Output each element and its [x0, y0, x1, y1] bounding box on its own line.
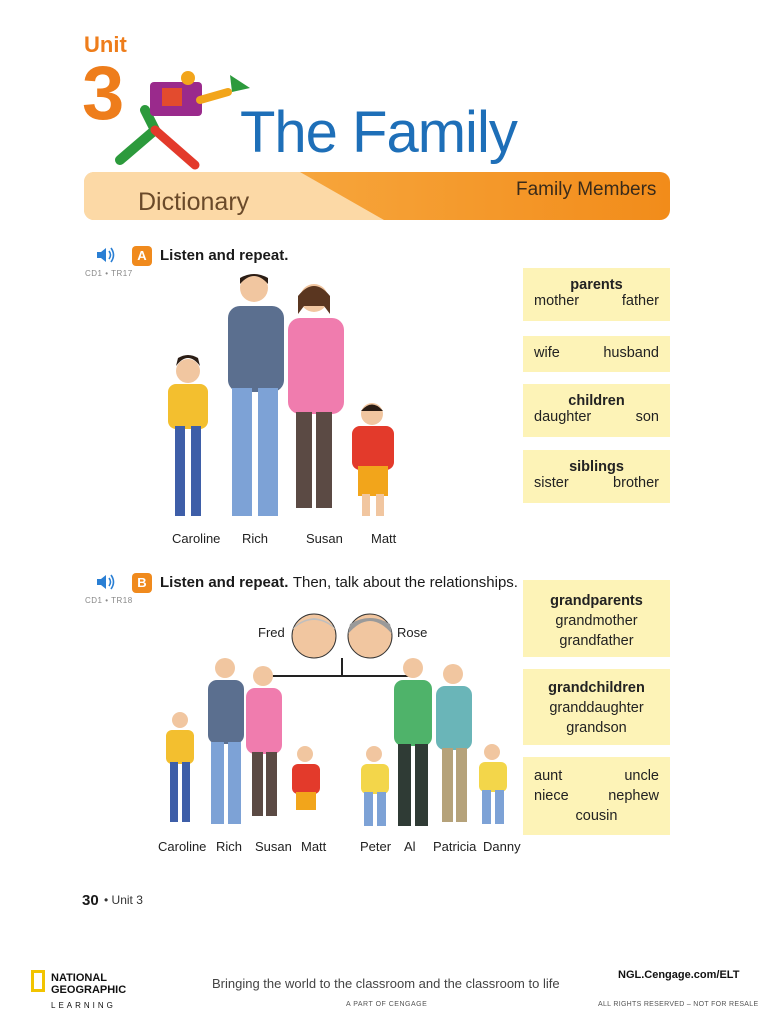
- footer-url[interactable]: NGL.Cengage.com/ELT: [618, 969, 740, 981]
- vocab-word: grandmother: [555, 613, 638, 629]
- vocab-box-relatives: [523, 757, 670, 835]
- activity-b-instruction-bold: Listen and repeat.: [160, 574, 289, 591]
- footer-tagline: Bringing the world to the classroom and the classroom to life: [212, 976, 560, 991]
- vocab-word: wife: [534, 345, 560, 361]
- footer-rights: ALL RIGHTS RESERVED – NOT FOR RESALE: [598, 1001, 759, 1008]
- page-unit-label: • Unit 3: [104, 893, 143, 907]
- vocab-box-spouses: [523, 336, 670, 372]
- vocab-word: father: [621, 293, 659, 309]
- publisher-logo-text: [51, 972, 126, 996]
- footer-part-of: A PART OF CENGAGE: [346, 1001, 428, 1008]
- national-geographic-logo-icon: [31, 970, 45, 992]
- vocab-word: nephew: [608, 788, 659, 804]
- running-figure-illustration: [100, 70, 260, 185]
- vocab-box-grandchildren: [523, 669, 670, 745]
- activity-a-badge: A: [132, 246, 152, 266]
- name-label: Danny: [483, 839, 521, 854]
- grandparent-name: Rose: [397, 625, 428, 640]
- banner-topic-label: Family Members: [516, 179, 657, 200]
- page-title: The Family: [240, 100, 517, 165]
- vocab-word: niece: [534, 788, 569, 804]
- vocab-word: grandson: [566, 720, 627, 736]
- vocab-heading: parents: [570, 277, 623, 293]
- name-label: Caroline: [158, 839, 207, 854]
- vocab-word: son: [635, 409, 659, 425]
- grandparent-name: Fred: [258, 625, 285, 640]
- name-label: Matt: [371, 531, 397, 546]
- logo-learning: LEARNING: [51, 1001, 116, 1010]
- vocab-box-children: [523, 384, 670, 437]
- vocab-word: cousin: [575, 808, 618, 824]
- activity-b-badge: B: [132, 573, 152, 593]
- family-illustration-a: [158, 266, 408, 532]
- vocab-heading: grandchildren: [548, 680, 645, 696]
- vocab-word: husband: [603, 345, 659, 361]
- activity-b-instruction: [160, 574, 518, 592]
- activity-b-track: CD1 • TR18: [85, 596, 133, 605]
- vocab-word: daughter: [534, 409, 592, 425]
- logo-line: NATIONAL: [51, 972, 108, 984]
- vocab-heading: children: [568, 393, 625, 409]
- family-tree-illustration: [150, 608, 530, 840]
- vocab-word: sister: [534, 475, 569, 491]
- vocab-word: aunt: [534, 768, 563, 784]
- vocab-word: uncle: [624, 768, 659, 784]
- audio-speaker-icon[interactable]: [96, 246, 116, 264]
- activity-a-instruction: Listen and repeat.: [160, 247, 289, 264]
- activity-b-instruction-rest: Then, talk about the relationships.: [292, 574, 518, 591]
- name-label: Susan: [255, 839, 292, 854]
- page-number: 30: [82, 892, 99, 909]
- name-label: Rich: [216, 839, 243, 854]
- activity-a-track: CD1 • TR17: [85, 269, 133, 278]
- unit-label: Unit: [84, 32, 127, 57]
- name-label: Patricia: [433, 839, 477, 854]
- vocab-word: mother: [534, 293, 580, 309]
- logo-line: GEOGRAPHIC: [51, 984, 127, 996]
- audio-speaker-icon[interactable]: [96, 573, 116, 591]
- vocab-word: brother: [613, 475, 659, 491]
- banner-dictionary-label: Dictionary: [138, 188, 250, 216]
- vocab-word: granddaughter: [549, 700, 644, 716]
- name-label: Matt: [301, 839, 327, 854]
- vocab-word: grandfather: [559, 633, 634, 649]
- vocab-heading: siblings: [569, 459, 624, 475]
- vocab-box-grandparents: [523, 580, 670, 657]
- name-label: Susan: [306, 531, 343, 546]
- vocab-box-parents: [523, 268, 670, 321]
- name-label: Al: [404, 839, 416, 854]
- name-label: Peter: [360, 839, 392, 854]
- name-label: Caroline: [172, 531, 221, 546]
- vocab-heading: grandparents: [550, 593, 643, 609]
- vocab-box-siblings: [523, 450, 670, 503]
- name-label: Rich: [242, 531, 269, 546]
- unit-number: 3: [82, 51, 125, 136]
